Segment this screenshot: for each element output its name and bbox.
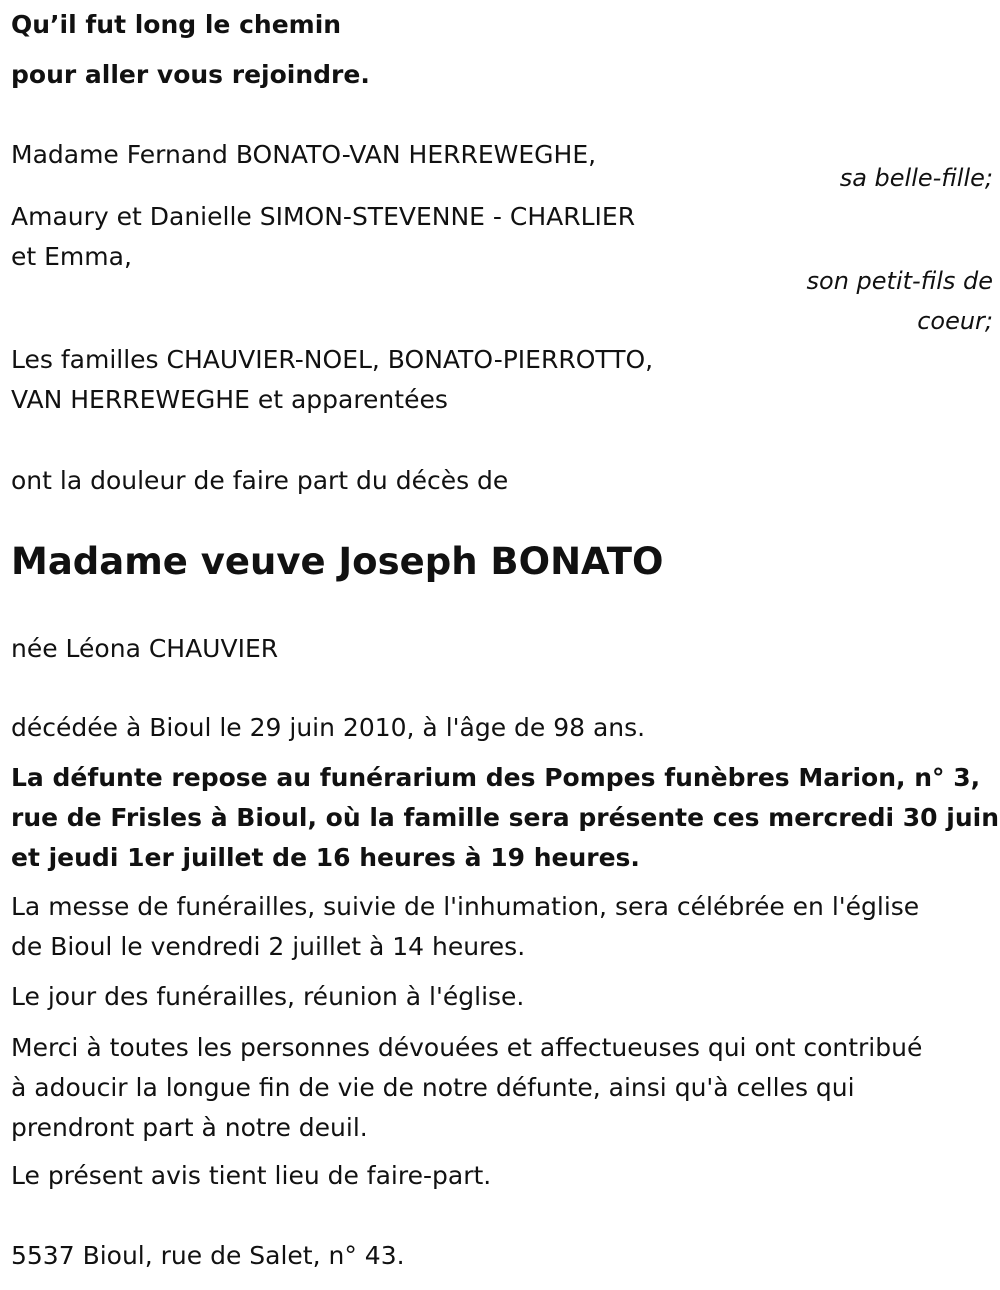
grandson-role-line-2: coeur; — [917, 307, 993, 335]
thanks-line-1: Merci à toutes les personnes dévouées et affectueuses qui ont contribué — [11, 1033, 923, 1062]
mass-line-2: de Bioul le vendredi 2 juillet à 14 heures. — [11, 932, 526, 961]
funerarium-line-2: rue de Frisles à Bioul, où la famille sera présente ces mercredi 30 juin — [11, 803, 999, 832]
thanks-line-3: prendront part à notre deuil. — [11, 1113, 368, 1142]
birth-name: née Léona CHAUVIER — [11, 634, 279, 663]
funerarium-line-3: et jeudi 1er juillet de 16 heures à 19 heures. — [11, 843, 640, 872]
announcement-text: ont la douleur de faire part du décès de — [11, 466, 509, 495]
mass-line-1: La messe de funérailles, suivie de l'inhumation, sera célébrée en l'église — [11, 892, 920, 921]
address-text: 5537 Bioul, rue de Salet, n° 43. — [11, 1241, 405, 1270]
daughter-in-law-role: sa belle-fille; — [839, 164, 993, 192]
death-info: décédée à Bioul le 29 juin 2010, à l'âge de 98 ans. — [11, 713, 646, 742]
daughter-in-law-name: Madame Fernand BONATO-VAN HERREWEGHE, — [11, 140, 597, 169]
families-line-1: Les familles CHAUVIER-NOEL, BONATO-PIERROTTO, — [11, 345, 654, 374]
funerarium-line-1: La défunte repose au funérarium des Pompes funèbres Marion, n° 3, — [11, 763, 981, 792]
poem-line-2: pour aller vous rejoindre. — [11, 60, 370, 89]
deceased-name: Madame veuve Joseph BONATO — [11, 540, 664, 583]
thanks-line-2: à adoucir la longue fin de vie de notre défunte, ainsi qu'à celles qui — [11, 1073, 855, 1102]
meeting-text: Le jour des funérailles, réunion à l'église. — [11, 982, 525, 1011]
grandson-role-line-1: son petit-fils de — [806, 267, 993, 295]
notice-text: Le présent avis tient lieu de faire-part. — [11, 1161, 492, 1190]
poem-line-1: Qu’il fut long le chemin — [11, 10, 342, 39]
families-line-2: VAN HERREWEGHE et apparentées — [11, 385, 448, 414]
grandson-name-line-2: et Emma, — [11, 242, 132, 271]
grandson-name-line-1: Amaury et Danielle SIMON-STEVENNE - CHARLIER — [11, 202, 636, 231]
